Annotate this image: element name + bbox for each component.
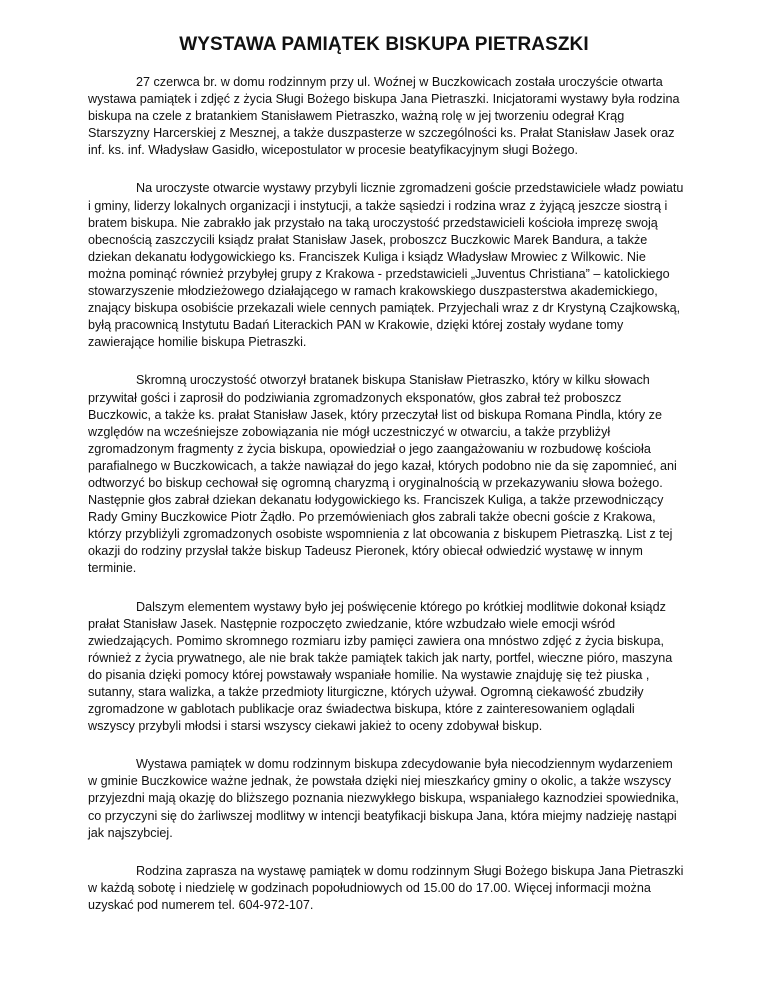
document-body (88, 74, 684, 935)
paragraph-exhibits: Dalszym elementem wystawy było jej poświęcenie którego po krótkiej modlitwie dokonał ksiądz prałat Stanisław Jasek. Następnie rozpoczęto zwiedzanie, które wzbudzało wiele emocji wśród zwiedzających. Pomimo skromnego rozmiaru izby pamięci zawiera ona mnóstwo zdjęć z życia biskupa, również z życia prywatnego, ale nie brak także pamiątek takich jak narty, portfel, wieczne pióro, maszyna do pisania dzięki pomocy której powstawały wspaniałe homilie. Na wystawie znajduję się też piuska , sutanny, stara walizka, a także przedmioty liturgiczne, których używał. Ogromną ciekawość zbudziły zgromadzone w gablotach publikacje oraz świadectwa biskupa, które z zainteresowaniem oglądali wszyscy przybyli młodsi i starsi wszyscy ciekawi jakież to oceny zdobywał biskup. (88, 599, 673, 734)
paragraph-invitation: Rodzina zaprasza na wystawę pamiątek w domu rodzinnym Sługi Bożego biskupa Jana Pietraszki w każdą sobotę i niedzielę w godzinach popołudniowych od 15.00 do 17.00. Więcej informacji można uzyskać pod numerem tel. 604-972-107. (88, 863, 684, 912)
document-title: WYSTAWA PAMIĄTEK BISKUPA PIETRASZKI (179, 34, 589, 55)
paragraph-speeches: Skromną uroczystość otworzył bratanek biskupa Stanisław Pietraszko, który w kilku słowach przywitał gości i zaprosił do podziwiania zgromadzonych eksponatów, głos zabrał też proboszcz Buczkowic, a także ks. prałat Stanisław Jasek, który przeczytał list od biskupa Romana Pindla, który ze względów na wcześniejsze zobowiązania nie mógł uczestniczyć w otwarciu, a także przybliżył zgromadzonym fragmenty z życia biskupa, opowiedział o jego zaangażowaniu w rozbudowę kościoła parafialnego w Buczkowicach, a także nawiązał do jego kazał, których podobno nie da się zapomnieć, ani odtworzyć bo biskup cechował się ogromną charyzmą i oryginalnością w przekazywaniu słowa bożego. Następnie głos zabrał dziekan dekanatu łodygowickiego ks. Franciszek Kuliga, a także przewodniczący Rady Gminy Buczkowice Piotr Żądło. Po przemówieniach głos zabrali także obecni goście z Krakowa, którzy przybliżyli zgromadzonych osobiste wspomnienia z lat obcowania z biskupem Pietraszką. List z tej okazji do rodziny przysłał także biskup Tadeusz Pieronek, który obiecał odwiedzić wystawę w innym terminie. (88, 373, 677, 576)
paragraph-significance: Wystawa pamiątek w domu rodzinnym biskupa zdecydowanie była niecodziennym wydarzeniem w gminie Buczkowice ważne jednak, że powstała dzięki niej mieszkańcy gminy o okolic, a także wszyscy przyjezdni mają okazję do bliższego poznania niezwykłego biskupa, wspaniałego kaznodziei spowiednika, co przyczyni się do żarliwszej modlitwy w intencji beatyfikacji biskupa Jana, która miejmy nadzieję nastąpi jak najszybciej. (88, 757, 679, 840)
paragraph-guests: Na uroczyste otwarcie wystawy przybyli licznie zgromadzeni goście przedstawiciele władz powiatu i gminy, liderzy lokalnych organizacji i instytucji, a także sąsiedzi i rodzina wraz z żyjącą jeszcze siostrą i bratem biskupa. Nie zabrakło jak przystało na taką uroczystość przedstawicieli kościoła imprezę swoją obecnością zaszczycili ksiądz prałat Stanisław Jasek, proboszcz Buczkowic Marek Bandura, a także dziekan dekanatu łodygowickiego ks. Franciszek Kuliga i ksiądz Władysław Mrowiec z Wilkowic. Nie można pominąć również przybyłej grupy z Krakowa - przedstawicieli „Juventus Christiana” – katolickiego stowarzyszenie młodzieżowego działającego w ramach krakowskiego duszpasterstwa akademickiego, znający biskupa osobiście przekazali wiele cennych pamiątek. Przyjechali wraz z dr Krystyną Czajkowską, byłą pracownicą Instytutu Badań Literackich PAN w Krakowie, dzięki której zostały wydane tomy zawierające homilie biskupa Pietraszki. (88, 181, 684, 350)
paragraph-opening: 27 czerwca br. w domu rodzinnym przy ul. Woźnej w Buczkowicach została uroczyście otwarta wystawa pamiątek i zdjęć z życia Sługi Bożego biskupa Jana Pietraszki. Inicjatorami wystawy była rodzina biskupa na czele z bratankiem Stanisławem Pietraszko, ważną rolę w jej tworzeniu odegrał Krąg Starszyzny Harcerskiej z Mesznej, a także duszpasterze w szczególności ks. Prałat Stanisław Jasek oraz inf. ks. inf. Władysław Gasidło, wicepostulator w procesie beatyfikacyjnym sługi Bożego. (88, 75, 680, 158)
